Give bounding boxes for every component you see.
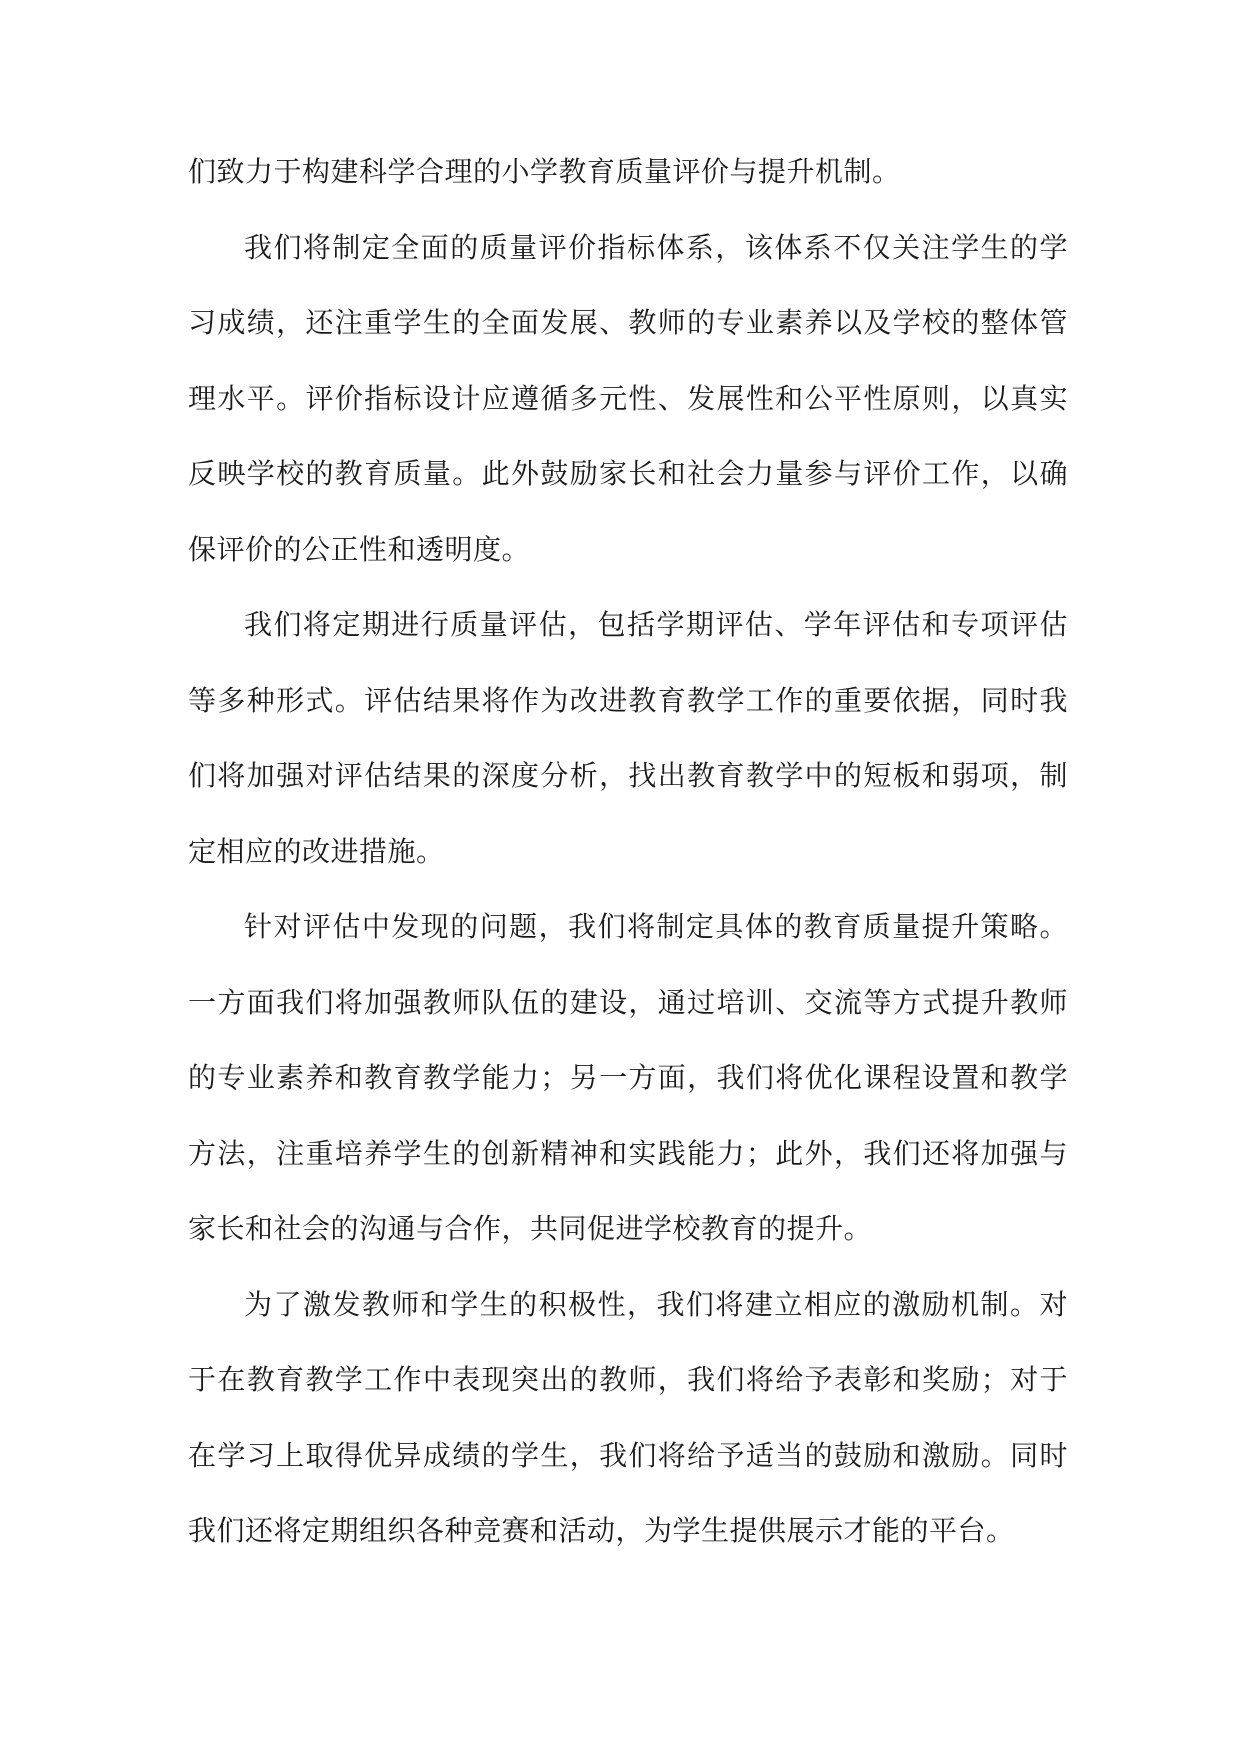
paragraph-continuation: 们致力于构建科学合理的小学教育质量评价与提升机制。 <box>188 155 901 188</box>
document-body <box>188 134 1068 1569</box>
paragraph-incentive-mechanism: 为了激发教师和学生的积极性，我们将建立相应的激励机制。对于在教育教学工作中表现突出的教师，我们将给予表彰和奖励；对于在学习上取得优异成绩的学生，我们将给予适当的鼓励和激励。同时我们还将定期组织各种竞赛和活动，为学生提供展示才能的平台。 <box>188 1287 1068 1547</box>
paragraph-evaluation-system: 我们将制定全面的质量评价指标体系，该体系不仅关注学生的学习成绩，还注重学生的全面发展、教师的专业素养以及学校的整体管理水平。评价指标设计应遵循多元性、发展性和公平性原则，以真实反映学校的教育质量。此外鼓励家长和社会力量参与评价工作，以确保评价的公正性和透明度。 <box>188 230 1068 566</box>
paragraph-periodic-assessment: 我们将定期进行质量评估，包括学期评估、学年评估和专项评估等多种形式。评估结果将作为改进教育教学工作的重要依据，同时我们将加强对评估结果的深度分析，找出教育教学中的短板和弱项，制定相应的改进措施。 <box>188 608 1068 868</box>
paragraph-improvement-strategy: 针对评估中发现的问题，我们将制定具体的教育质量提升策略。一方面我们将加强教师队伍的建设，通过培训、交流等方式提升教师的专业素养和教育教学能力；另一方面，我们将优化课程设置和教学方法，注重培养学生的创新精神和实践能力；此外，我们还将加强与家长和社会的沟通与合作，共同促进学校教育的提升。 <box>188 910 1068 1245</box>
